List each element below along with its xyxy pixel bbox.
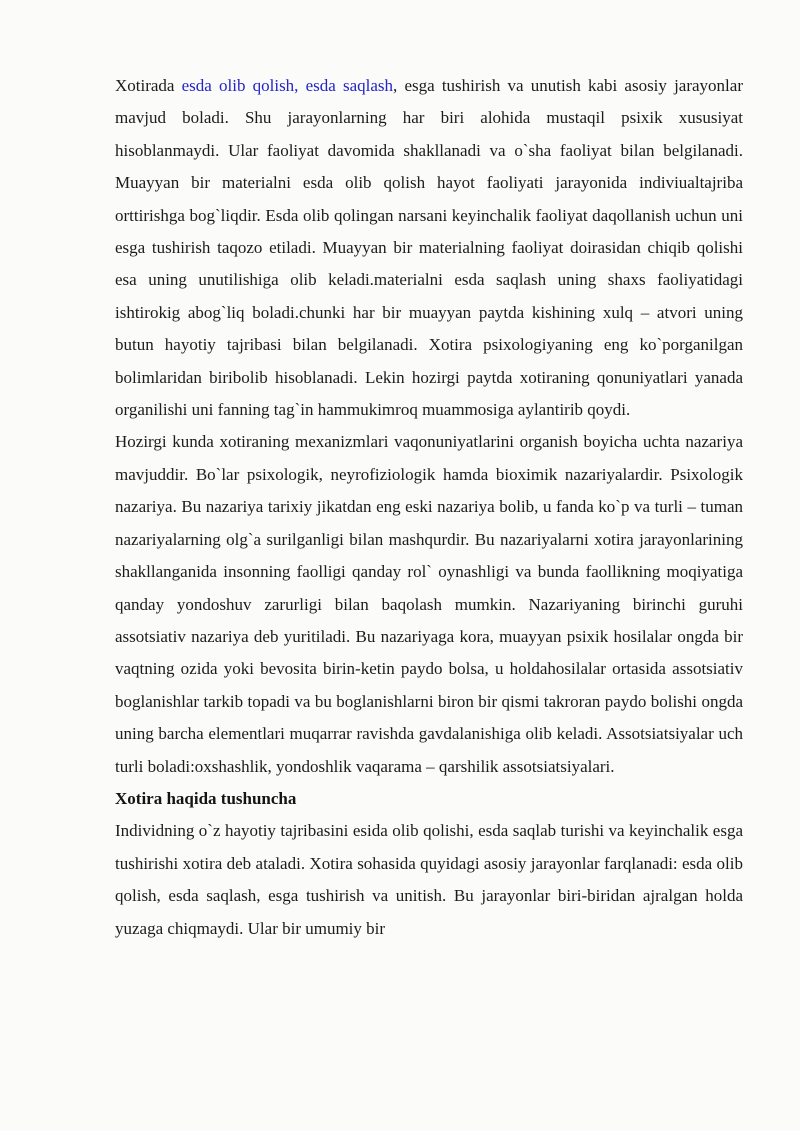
section-heading: Xotira haqida tushuncha bbox=[115, 788, 297, 808]
document-content bbox=[115, 70, 743, 945]
paragraph-theories: Hozirgi kunda xotiraning mexanizmlari vaqonuniyatlarini organish boyicha uchta nazariya mavjuddir. Bo`lar psixologik, neyrofiziologik hamda bioximik nazariyalardir. Psixologik nazariya. Bu nazariya tarixiy jikatdan eng eski nazariya bolib, u fanda ko`p va turli – tuman nazariyalarning olg`a surilganligi bilan mashqurdir. Bu nazariyalarni xotira jarayonlarining shakllanganida insonning faolligi qanday rol` oynashligi va bunda faollikning moqiyatiga qanday yondoshuv zarurligi bilan baqolash mumkin. Nazariyaning birinchi guruhi assotsiativ nazariya deb yuritiladi. Bu nazariyaga kora, muayyan psixik hosilalar ongda bir vaqtning ozida yoki bevosita birin-ketin paydo bolsa, u holdahosilalar ortasida assotsiativ boglanishlar tarkib topadi va bu boglanishlarni biron bir qismi takroran paydo bolishi ongda uning barcha elementlari muqarrar ravishda gavdalanishiga olib keladi. Assotsiatsiyalar uch turli boladi:oxshashlik, yondoshlik vaqarama – qarshilik assotsiatsiyalari. bbox=[115, 432, 743, 776]
link-esda-olib-qolish[interactable]: esda olib qolish, bbox=[181, 76, 299, 95]
paragraph-text: , esga tushirish va unutish kabi asosiy jarayonlar mavjud boladi. Shu jarayonlarning har biri alohida mustaqil psixik xususiyat hisoblanmaydi. Ular faoliyat davomida shakllanadi va o`sha faoliyat bilan belgilanadi. Muayyan bir materialni esda olib qolish hayot faoliyati jarayonida indiviualtajriba orttirishga bog`liqdir. Esda olib qolingan narsani keyinchalik faoliyat daqollanish uchun uni esga tushirish taqozo etiladi. Muayyan bir materialning faoliyat doirasidan chiqib qolishi esa uning unutilishiga olib keladi.materialni esda saqlash uning shaxs faoliyatidagi ishtirokig abog`liq boladi.chunki har bir muayyan paytda kishining xulq – atvori uning butun hayotiy tajribasi bilan belgilanadi. Xotira psixologiyaning eng ko`porganilgan bolimlaridan biribolib hisoblanadi. Lekin hozirgi paytda xotiraning qonuniyatlari yanada organilishi uni fanning tag`in hammukimroq muammosiga aylantirib qoydi. bbox=[115, 76, 743, 420]
paragraph-memory-processes bbox=[115, 70, 743, 426]
paragraph-text: Xotirada bbox=[115, 76, 182, 95]
paragraph-definition: Individning o`z hayotiy tajribasini esida olib qolishi, esda saqlab turishi va keyinchalik esga tushirishi xotira deb ataladi. Xotira sohasida quyidagi asosiy jarayonlar farqlanadi: esda olib qolish, esda saqlash, esga tushirish va unitish. Bu jarayonlar biri-biridan ajralgan holda yuzaga chiqmaydi. Ular bir umumiy bir bbox=[115, 821, 743, 938]
link-esda-saqlash[interactable]: esda saqlash bbox=[305, 76, 394, 95]
paragraph-text bbox=[298, 76, 305, 95]
